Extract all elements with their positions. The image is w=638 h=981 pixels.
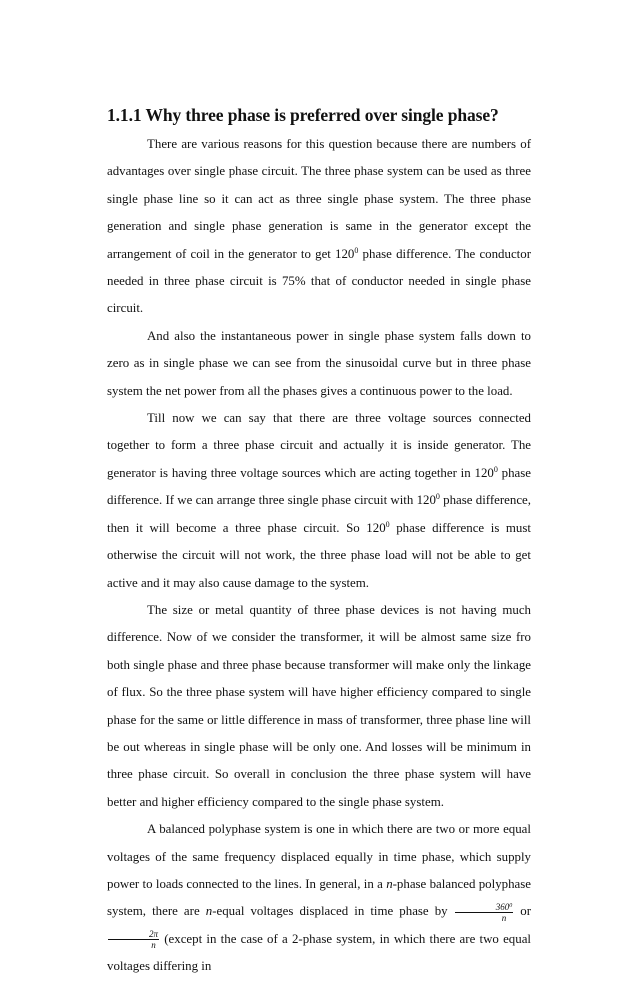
paragraph-5-text-a: A balanced polyphase system is one in which there are two or more equal voltages of the same frequency displaced equally in time phase, which supply power to loads connected to the lines. In general, in a [107,822,531,891]
paragraph-1 [107,131,531,323]
paragraph-2: And also the instantaneous power in single phase system falls down to zero as in single phase we can see from the sinusoidal curve but in three phase system the net power from all the phases gives a continuous power to the load. [107,328,531,398]
paragraph-3-text-c: phase difference, then it will become a three phase circuit. So 120 [107,493,531,535]
variable-n: n [386,876,393,891]
fraction-numerator: 2π [108,929,159,940]
fraction-360-over-n [455,902,514,923]
degree-superscript: 0 [435,492,440,502]
fraction-denominator: n [501,912,507,923]
paragraph-5-text-b: -phase balanced polyphase system, there are [107,876,531,919]
paragraph-5 [107,816,531,980]
section-heading: 1.1.1 Why three phase is preferred over single phase? [107,105,499,125]
paragraph-3-text-b: phase difference. If we can arrange three single phase circuit with 120 [107,465,531,508]
variable-n: n [205,904,213,919]
degree-superscript: 0 [354,245,359,255]
fraction-numerator [455,902,514,913]
paragraph-4: The size or metal quantity of three phase devices is not having much difference. Now of we consider the transformer, it will be almost same size fro both single phase and three phase because transformer will make only the linkage of flux. So the three phase system will have higher efficiency compared to single phase for the same or little difference in mass of transformer, three phase line will be out whereas in single phase will be only one. And losses will be minimum in three phase circuit. So overall in conclusion the three phase system will have better and higher efficiency compared to the single phase system. [107,602,531,809]
paragraph-3 [107,405,531,597]
degree-superscript: 0 [509,902,513,909]
paragraph-3-text-d: phase difference is must otherwise the circuit will not work, the three phase load will not be able to get active and it may also cause damage to the system. [107,520,531,590]
fraction-numerator-value: 360 [495,901,510,912]
fraction-denominator: n [151,940,156,951]
degree-superscript: 0 [385,519,390,529]
paragraph-1-text-a: There are various reasons for this question because there are numbers of advantages over single phase circuit. The three phase system can be used as three single phase line so it can act as three single phase system. The three phase generation and single phase generation is same in the generator except the arrangement of coil in the generator to get 120 [107,137,531,261]
paragraph-1-text-b: phase difference. The conductor needed in three phase circuit is 75% that of conductor needed in single phase circuit. [107,246,531,316]
paragraph-3-text-a: Till now we can say that there are three voltage sources connected together to form a three phase circuit and actually it is inside generator. The generator is having three voltage sources which are acting together in 120 [107,411,531,480]
degree-superscript: 0 [493,464,498,474]
paragraph-5-text-c: -equal voltages displaced in time phase by [212,904,454,919]
fraction-2pi-over-n [108,929,159,950]
section-body [107,103,531,981]
paragraph-5-text-d: (except in the case of a 2-phase system, in which there are two equal voltages differing in [107,931,531,974]
paragraph-5-or: or [514,904,531,919]
